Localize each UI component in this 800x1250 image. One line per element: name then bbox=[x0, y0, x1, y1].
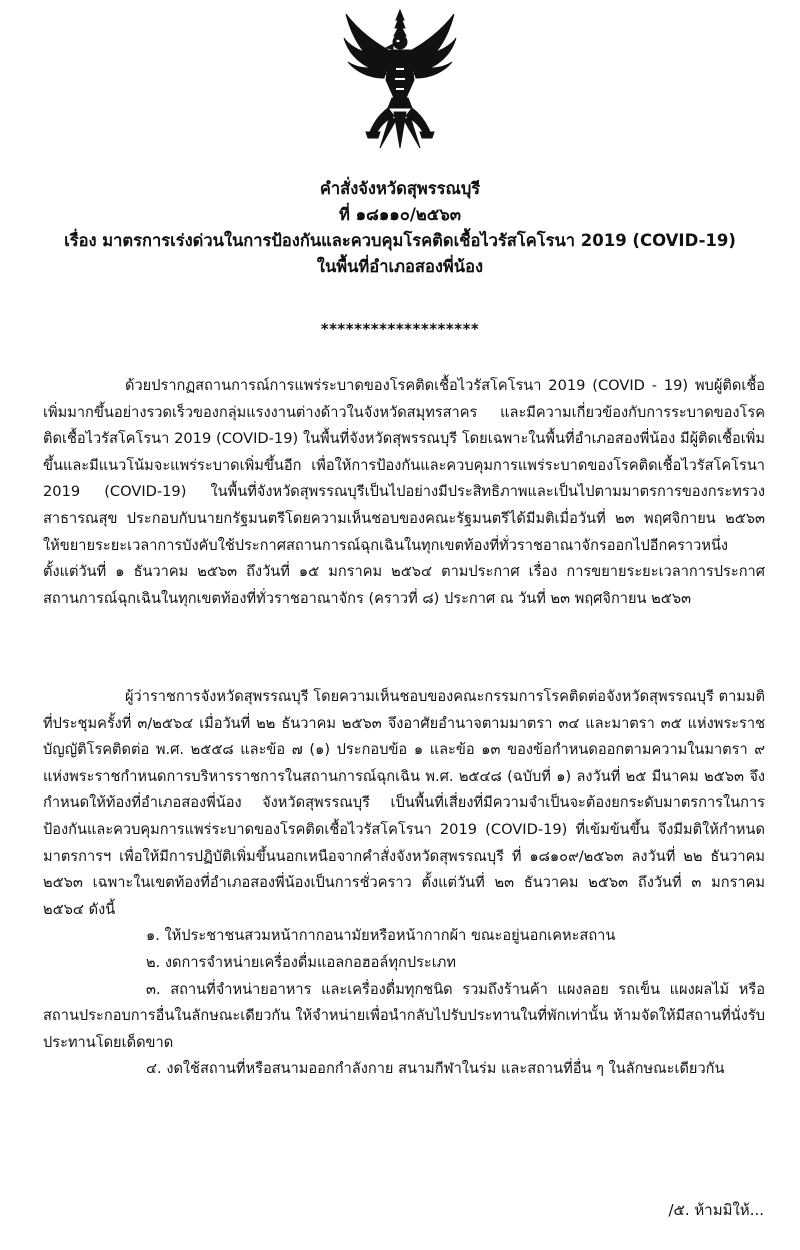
separator: ******************* bbox=[320, 320, 480, 338]
body-section-1 bbox=[43, 373, 765, 612]
continuation-note: /๕. ห้ามมิให้... bbox=[668, 1201, 764, 1219]
list-item: ๓. สถานที่จำหน่ายอาหาร และเครื่องดื่มทุกชนิด รวมถึงร้านค้า แผงลอย รถเข็น แผงผลไม้ หรือสถานประกอบการอื่นในลักษณะเดียวกัน ให้จำหน่ายเพื่อนำกลับไปรับประทานในที่พักเท่านั้น ห้ามจัดให้มีสถานที่นั่งรับประทานโดยเด็ดขาด bbox=[43, 980, 765, 1051]
list-item: ๔. งดใช้สถานที่หรือสนามออกกำลังกาย สนามกีฬาในร่ม และสถานที่อื่น ๆ ในลักษณะเดียวกัน bbox=[146, 1060, 725, 1078]
subject-line-1: เรื่อง มาตรการเร่งด่วนในการป้องกันและควบคุมโรคติดเชื้อไวรัสโคโรนา 2019 (COVID-19) bbox=[64, 231, 736, 250]
garuda-emblem-icon bbox=[340, 8, 460, 156]
subject-line-2: ในพื้นที่อำเภอสองพี่น้อง bbox=[316, 257, 484, 276]
order-title: คำสั่งจังหวัดสุพรรณบุรี bbox=[319, 179, 481, 198]
list-item: ๑. ให้ประชาชนสวมหน้ากากอนามัยหรือหน้ากากผ้า ขณะอยู่นอกเคหะสถาน bbox=[146, 927, 616, 945]
list-item: ๒. งดการจำหน่ายเครื่องดื่มแอลกอฮอล์ทุกประเภท bbox=[146, 953, 456, 971]
paragraph-1: ด้วยปรากฏสถานการณ์การแพร่ระบาดของโรคติดเชื้อไวรัสโคโรนา 2019 (COVID - 19) พบผู้ติดเชื้อเพิ่มมากขึ้นอย่างรวดเร็วของกลุ่มแรงงานต่างด้าวในจังหวัดสมุทรสาคร และมีความเกี่ยวข้องกับการระบาดของโรคติดเชื้อไวรัสโคโรนา 2019 (COVID-19) ในพื้นที่จังหวัดสุพรรณบุรี โดยเฉพาะในพื้นที่อำเภอสองพี่น้อง มีผู้ติดเชื้อเพิ่มขึ้นและมีแนวโน้มจะแพร่ระบาดเพิ่มขึ้นอีก เพื่อให้การป้องกันและควบคุมการแพร่ระบาดของโรคติดเชื้อไวรัสโคโรนา 2019 (COVID-19) ในพื้นที่จังหวัดสุพรรณบุรีเป็นไปอย่างมีประสิทธิภาพและเป็นไปตามมาตรการของกระทรวงสาธารณสุข ประกอบกับนายกรัฐมนตรีโดยความเห็นชอบของคณะรัฐมนตรีได้มีมติเมื่อวันที่ ๒๓ พฤศจิกายน ๒๕๖๓ ให้ขยายระยะเวลาการบังคับใช้ประกาศสถานการณ์ฉุกเฉินในทุกเขตท้องที่ทั่วราชอาณาจักรออกไปอีกคราวหนึ่ง ตั้งแต่วันที่ ๑ ธันวาคม ๒๕๖๓ ถึงวันที่ ๑๕ มกราคม ๒๕๖๔ ตามประกาศ เรื่อง การขยายระยะเวลาการประกาศสถานการณ์ฉุกเฉินในทุกเขตท้องที่ทั่วราชอาณาจักร (คราวที่ ๘) ประกาศ ณ วันที่ ๒๓ พฤศจิกายน ๒๕๖๓ bbox=[43, 377, 765, 607]
paragraph-2: ผู้ว่าราชการจังหวัดสุพรรณบุรี โดยความเห็นชอบของคณะกรรมการโรคติดต่อจังหวัดสุพรรณบุรี ตามมติที่ประชุมครั้งที่ ๓/๒๕๖๔ เมื่อวันที่ ๒๒ ธันวาคม ๒๕๖๓ จึงอาศัยอำนาจตามมาตรา ๓๔ และมาตรา ๓๕ แห่งพระราชบัญญัติโรคติดต่อ พ.ศ. ๒๕๕๘ และข้อ ๗ (๑) ประกอบข้อ ๑ และข้อ ๑๓ ของข้อกำหนดออกตามความในมาตรา ๙ แห่งพระราชกำหนดการบริหารราชการในสถานการณ์ฉุกเฉิน พ.ศ. ๒๕๔๘ (ฉบับที่ ๑) ลงวันที่ ๒๕ มีนาคม ๒๕๖๓ จึงกำหนดให้ท้องที่อำเภอสองพี่น้อง จังหวัดสุพรรณบุรี เป็นพื้นที่เสี่ยงที่มีความจำเป็นจะต้องยกระดับมาตรการในการป้องกันและควบคุมการแพร่ระบาดของโรคติดเชื้อไวรัสโคโรนา 2019 (COVID-19) ที่เข้มข้นขึ้น จึงมีมติให้กำหนดมาตรการฯ เพื่อให้มีการปฏิบัติเพิ่มขึ้นนอกเหนือจากคำสั่งจังหวัดสุพรรณบุรี ที่ ๑๘๑๐๙/๒๕๖๓ ลงวันที่ ๒๒ ธันวาคม ๒๕๖๓ เฉพาะในเขตท้องที่อำเภอสองพี่น้องเป็นการชั่วคราว ตั้งแต่วันที่ ๒๓ ธันวาคม ๒๕๖๓ ถึงวันที่ ๓ มกราคม ๒๕๖๔ ดังนี้ bbox=[43, 688, 765, 918]
order-number: ที่ ๑๘๑๑๐/๒๕๖๓ bbox=[339, 205, 461, 224]
body-section-2 bbox=[43, 684, 765, 1083]
